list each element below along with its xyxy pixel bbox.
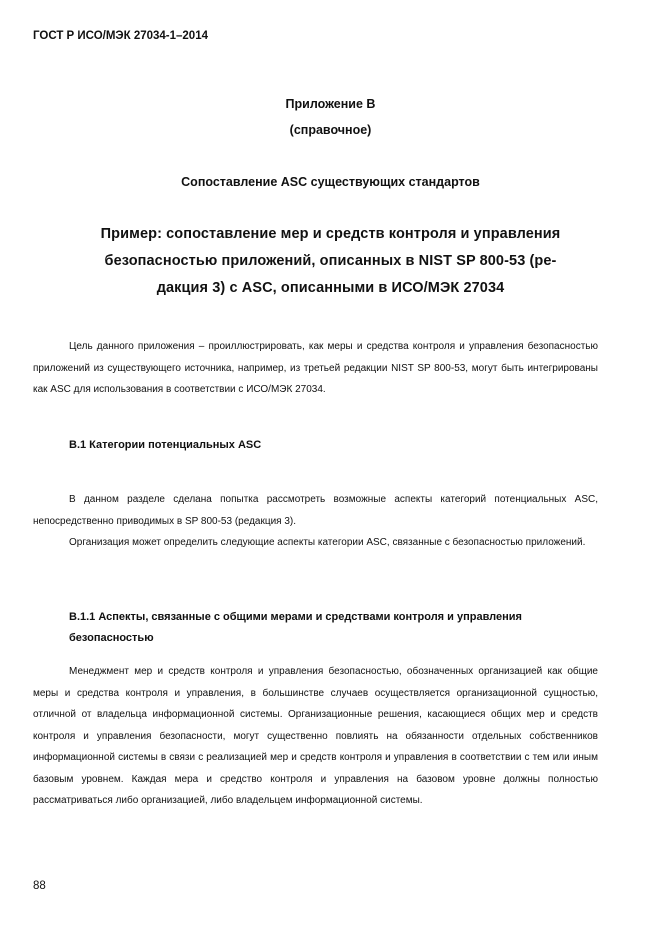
section-b11-paragraph: Менеджмент мер и средств контроля и управления безопасностью, обозначенных организацией как общие меры и средства контроля и управления, в большинстве случаев осуществляется организационной сущностью, отличной от владельца информационной системы. Организационные решения, касающиеся общих мер и средств контроля и управления безопасности, могут существенно повлиять на обязанности отдельных собственников информационной системы в связи с реализацией мер и средств контроля и управления в соответствии с тем или иным базовым уровнем. Каждая мера и средство контроля и управления на базовом уровне должны полностью рассматриваться либо организацией, либо владельцем информационной системы.	[33, 666, 598, 806]
example-title-line-1: Пример: сопоставление мер и средств контроля и управления	[100, 226, 561, 242]
document-header: ГОСТ Р ИСО/МЭК 27034-1–2014	[33, 30, 208, 42]
example-title-line-2: безопасностью приложений, описанных в NIST SP 800-53 (ре-	[104, 253, 557, 269]
section-b1-paragraph-2: Организация может определить следующие аспекты категории ASC, связанные с безопасностью приложений.	[69, 537, 586, 548]
section-b1-heading: В.1 Категории потенциальных ASC	[69, 439, 262, 451]
section-b11-heading: В.1.1 Аспекты, связанные с общими мерами и средствами контроля и управления безопасностью	[69, 611, 522, 644]
appendix-title: Приложение В	[285, 97, 376, 111]
page-number: 88	[33, 880, 46, 892]
intro-paragraph: Цель данного приложения – проиллюстрировать, как меры и средства контроля и управления безопасностью приложений из существующего источника, например, из третьей редакции NIST SP 800-53, могут быть интегрированы как ASC для использования в соответствии с ИСО/МЭК 27034.	[33, 341, 598, 395]
section-b1-paragraph-1: В данном разделе сделана попытка рассмотреть возможные аспекты категорий потенциальных ASC, непосредственно приводимых в SP 800-53 (редакция 3).	[33, 494, 598, 527]
section-title: Сопоставление ASC существующих стандартов	[181, 175, 480, 189]
appendix-subtitle: (справочное)	[289, 123, 372, 137]
example-title-line-3: дакция 3) с ASC, описанными в ИСО/МЭК 27034	[156, 280, 505, 296]
